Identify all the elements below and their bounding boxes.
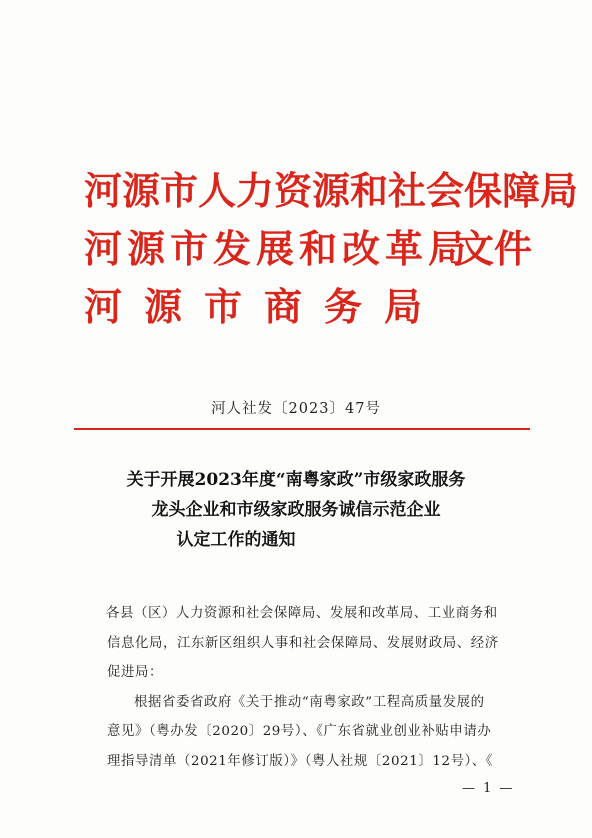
red-divider <box>74 428 530 430</box>
letterhead-line-1: 河源市人力资源和社会保障局 <box>84 168 579 213</box>
title-line-1: 关于开展2023年度“南粤家政”市级家政服务 <box>126 470 466 490</box>
letterhead-suffix: 文件 <box>456 226 533 271</box>
document-title <box>0 466 592 554</box>
letterhead-line-3: 河源市商务局 <box>84 284 445 329</box>
body-line: 各县（区）人力资源和社会保障局、发展和改革局、工业商务和 <box>106 606 498 621</box>
title-line-2: 龙头企业和市级家政服务诚信示范企业 <box>151 500 441 520</box>
body-text <box>107 599 537 776</box>
body-line: 促进局： <box>107 665 163 680</box>
document-number: 河人社发〔2023〕47号 <box>211 401 381 417</box>
letterhead-line-2: 河源市发展和改革局 <box>84 226 472 271</box>
body-line: 信息化局，江东新区组织人事和社会保障局、发展财政局、经济 <box>107 635 499 651</box>
body-line: 意见》（粤办发〔2020〕29号）、《广东省就业创业补贴申请办 <box>107 724 492 739</box>
title-line-3: 认定工作的通知 <box>176 530 296 550</box>
page-number: — 1 — <box>462 781 515 796</box>
body-line: 理指导清单（2021年修订版）》（粤人社规〔2021〕12号）、《 <box>107 753 494 769</box>
body-line: 根据省委省政府《关于推动“南粤家政”工程高质量发展的 <box>134 694 485 710</box>
